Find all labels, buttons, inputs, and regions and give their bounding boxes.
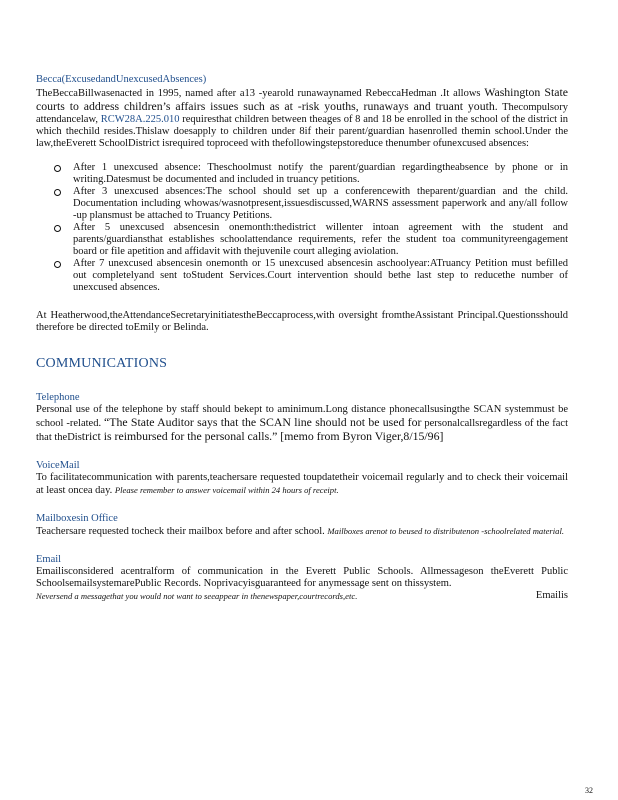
telephone-text-1: Personal use of the telephone by staff should bekept to aminimum.Long distance phonecallsusingthe SCAN systemmust be school -related. [36, 404, 568, 429]
mailboxes-text: Teachersare requested tocheck their mailbox before and after school. [36, 526, 328, 537]
email-paragraph: Emailisconsidered acentralform of communication in the Everett Public Schools. Allmessageson theEverett Public SchoolsemailsystemarePublic Records. Noprivacyisguaranteed for anymessage sent on thissystem. [36, 566, 568, 589]
voicemail-note: Please remember to answer voicemail within 24 hours of receipt. [114, 485, 339, 495]
becca-intro-text-1: TheBeccaBillwasenacted in 1995, named after a13 -yearold runawaynamed RebeccaHedman .It allows [36, 88, 485, 99]
becca-intro-paragraph [36, 86, 568, 150]
becca-closing-paragraph: At Heatherwood,theAttendanceSecretaryinitiatestheBeccaprocess,with oversight fromtheAssistant Principal.Questionsshould therefore be directed toEmily or Belinda. [36, 310, 568, 333]
list-item [36, 222, 568, 258]
bullet-icon [54, 189, 61, 196]
telephone-text-2: personalcallsregardless of the fact that theDis [36, 418, 568, 443]
mailboxes-subheading: Mailboxesin Office [36, 513, 118, 524]
list-item-text: After 5 unexcused absencesin onemonth:thedistrict willenter intoan agreement with the student and parents/guardiansthat establishes schoolattendance requirements, refer the student toa communityreengagement board or file apetition and affidavit with thejuvenile court alleging aviolation. [73, 222, 568, 257]
email-trailing-text: Emailis [535, 590, 568, 601]
rcw-link[interactable]: RCW28A.225.010 [100, 114, 180, 125]
list-item-text: After 3 unexcused absences:The school should set up a conferencewith theparent/guardian and the child. Documentation including whowas/wasnotpresent,issuesdiscussed,WARNS assessment paperwork and any/all follow -up plansmust be attached to Truancy Petitions. [73, 186, 568, 221]
mailboxes-paragraph [36, 525, 568, 538]
telephone-subheading: Telephone [36, 392, 80, 403]
list-item [36, 162, 568, 186]
becca-steps-list [36, 162, 568, 294]
list-item-text: After 1 unexcused absence: Theschoolmust notify the parent/guardian regardingtheabsence by phone or in writing.Datesmust be documented and included in truancy petitions. [73, 162, 568, 185]
email-subheading: Email [36, 554, 62, 565]
bullet-icon [54, 225, 61, 232]
becca-intro-text-2: Washington State courts to address children’s affairs issues such as at -risk youths, runaways and truant youth. [36, 85, 568, 113]
list-item [36, 258, 568, 294]
becca-intro-text-3: Thecompulsory attendancelaw, [36, 102, 568, 125]
document-page [36, 74, 568, 603]
telephone-quote-1: “The State Auditor says that the SCAN line should not be used for [104, 415, 422, 429]
becca-intro-text-4: requiresthat children between theages of 8 and 18 be enrolled in the school of the district in which thechild resides.Thislaw doesapply to children under 8if their parent/guardian hasenrolled themin school.Under the law,theEverett SchoolDistrict isrequired toproceed with thefollowingstepstoreduce thenumber ofunexcused absences: [36, 114, 568, 149]
telephone-citation: Viger,8/15/96] [372, 429, 444, 443]
voicemail-text: To facilitatecommunication with parents,teachersare requested toupdatetheir voicemail regularly and to check their voicemail at least oncea day. [36, 472, 568, 496]
page-number: 32 [585, 786, 593, 795]
mailboxes-note: Mailboxes arenot to beused to distributenon -schoolrelated material. [327, 526, 564, 536]
list-item-text: After 7 unexcused absencesin onemonth or 15 unexcused absencesin aschoolyear:ATruancy Petition must befilled out completelyand sent toStudent Services.Court intervention should bethe last step to reducethe number of unexcused absences. [73, 258, 568, 293]
email-note: Neversend a messagethat you would not want to seeappear in thenewspaper,courtrecords,etc. [36, 591, 358, 601]
telephone-paragraph [36, 404, 568, 444]
telephone-quote-2: trict is reimbursed for the personal calls.” [memo from Byron [81, 429, 373, 443]
bullet-icon [54, 165, 61, 172]
becca-subheading: Becca(ExcusedandUnexcusedAbsences) [36, 74, 207, 85]
email-note-line [36, 590, 568, 603]
communications-heading: COMMUNICATIONS [36, 356, 168, 371]
bullet-icon [54, 261, 61, 268]
voicemail-subheading: VoiceMail [36, 460, 80, 471]
list-item [36, 186, 568, 222]
voicemail-paragraph [36, 472, 568, 497]
